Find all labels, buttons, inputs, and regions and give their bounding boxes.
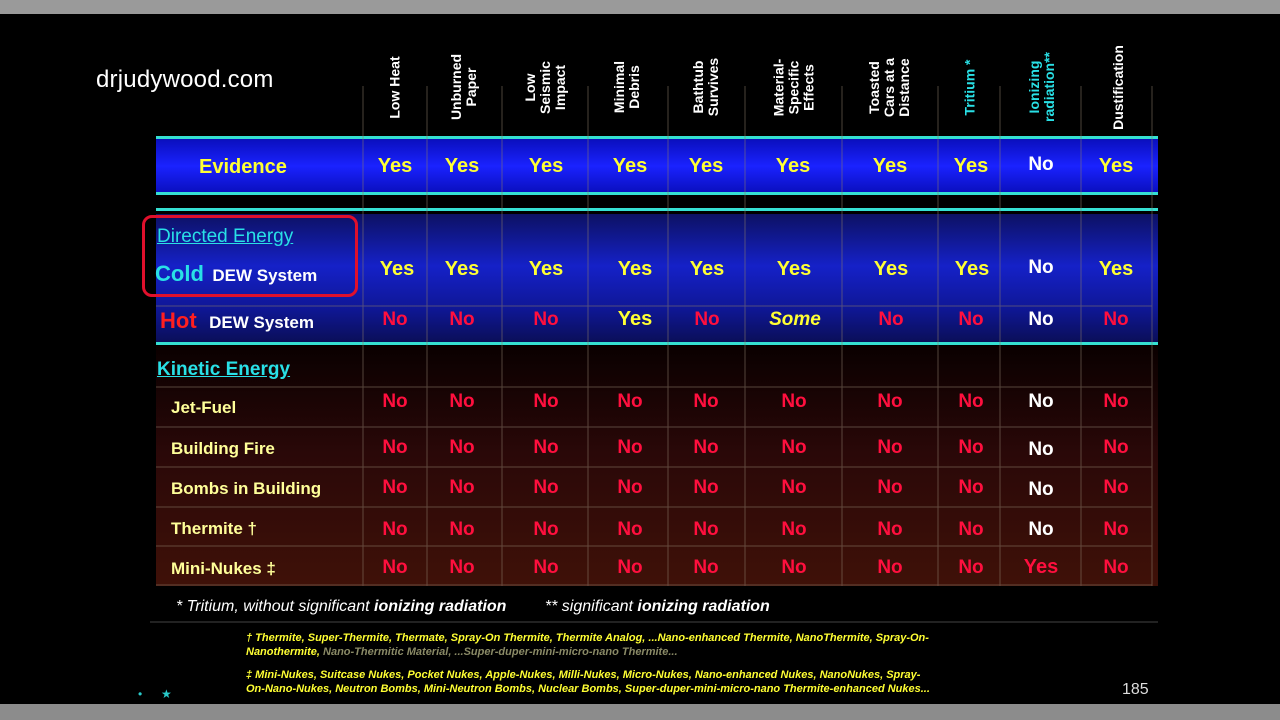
row-label: Mini-Nukes ‡ xyxy=(171,559,276,578)
hot-dew-cell: No xyxy=(958,309,984,330)
kinetic-cell: No xyxy=(617,391,643,412)
hot-dew-cell: No xyxy=(533,309,559,330)
rule-kinetic-top xyxy=(156,342,1158,345)
cold-dew-cell: Yes xyxy=(689,258,725,280)
kinetic-cell: No xyxy=(449,437,475,458)
kinetic-cell: No xyxy=(382,477,408,498)
row-label: Thermite † xyxy=(171,519,257,538)
cold-dew-cell: Yes xyxy=(776,258,812,280)
footnote-thermite-line-1: † Thermite, Super-Thermite, Thermate, Spray-On Thermite, Thermite Analog, ...Nano-enhanced Thermite, NanoThermite, Spray-On- xyxy=(246,632,929,644)
kinetic-cell: No xyxy=(877,391,903,412)
kinetic-cell: No xyxy=(533,519,559,540)
hot-dew-cell: Some xyxy=(769,309,821,330)
hot-dew-cell: No xyxy=(694,309,720,330)
column-header-toasted-cars xyxy=(848,32,932,142)
rule-evidence-bottom xyxy=(156,192,1158,195)
row-label-evidence: Evidence xyxy=(199,156,287,178)
cold-dew-cell: Yes xyxy=(954,258,990,280)
section-heading-kinetic-energy: Kinetic Energy xyxy=(157,359,291,380)
footnote-bold: ionizing radiation xyxy=(637,598,770,615)
column-header-minimal-debris xyxy=(585,32,669,142)
cold-dew-cell: No xyxy=(1028,257,1054,278)
evidence-cell: Yes xyxy=(612,155,648,177)
footnote-tritium-ionizing xyxy=(176,598,770,616)
kinetic-cell: No xyxy=(693,557,719,578)
kinetic-cell: No xyxy=(877,437,903,458)
column-header-label: Low Seismic Impact xyxy=(521,60,568,114)
star-icon: ★ xyxy=(161,687,172,701)
hot-dew-cell: Yes xyxy=(617,308,653,330)
row-label-hot-dew xyxy=(160,308,314,334)
kinetic-cell: No xyxy=(382,519,408,540)
kinetic-cell: No xyxy=(958,391,984,412)
kinetic-cell: No xyxy=(1103,557,1129,578)
bottom-frame-bar xyxy=(0,704,1280,720)
kinetic-cell: No xyxy=(382,557,408,578)
hot-dew-cell: No xyxy=(878,309,904,330)
hot-dew-cell: No xyxy=(382,309,408,330)
kinetic-cell: No xyxy=(1103,437,1129,458)
column-header-label: Tritium * xyxy=(961,58,978,116)
footnote-text-dim: Nano-Thermitic Material, ...Super-duper-mini-micro-nano Thermite... xyxy=(323,646,678,658)
row-label: Bombs in Building xyxy=(171,479,322,498)
kinetic-cell: No xyxy=(449,391,475,412)
kinetic-cell: No xyxy=(449,557,475,578)
kinetic-cell: No xyxy=(958,557,984,578)
slide xyxy=(0,14,1280,704)
kinetic-cell: No xyxy=(693,477,719,498)
footnote-text: ** significant xyxy=(544,598,638,615)
hot-dew-cell: No xyxy=(449,309,475,330)
evidence-cell: Yes xyxy=(1098,155,1134,177)
evidence-cell: Yes xyxy=(444,155,480,177)
footnote-thermite-line-2 xyxy=(246,645,678,659)
kinetic-cell: No xyxy=(449,477,475,498)
column-header-label: Low Heat xyxy=(386,55,403,119)
evidence-cell: Yes xyxy=(872,155,908,177)
column-header-label: Toasted Cars at a Distance xyxy=(866,57,913,117)
evidence-cell: No xyxy=(1028,154,1054,175)
cold-dew-cell: Yes xyxy=(444,258,480,280)
column-header-unburned-paper xyxy=(422,32,506,142)
column-header-low-seismic-impact xyxy=(503,32,587,142)
kinetic-cell: No xyxy=(1028,479,1054,500)
footnote-bold: ionizing radiation xyxy=(374,598,507,615)
column-header-label: Dustification xyxy=(1109,44,1126,130)
kinetic-cell: Yes xyxy=(1023,556,1059,578)
kinetic-cell: No xyxy=(877,557,903,578)
kinetic-cell: No xyxy=(449,519,475,540)
evidence-cell: Yes xyxy=(775,155,811,177)
kinetic-cell: No xyxy=(877,477,903,498)
kinetic-cell: No xyxy=(382,437,408,458)
footnote-nukes-line-2: On-Nano-Nukes, Neutron Bombs, Mini-Neutron Bombs, Nuclear Bombs, Super-duper-mini-micro-nano Thermite-enhanced Nukes... xyxy=(246,683,930,695)
kinetic-cell: No xyxy=(958,477,984,498)
cold-word: Cold xyxy=(155,261,204,286)
kinetic-cell: No xyxy=(533,477,559,498)
footnote-nukes-line-1: ‡ Mini-Nukes, Suitcase Nukes, Pocket Nukes, Apple-Nukes, Milli-Nukes, Micro-Nukes, Nano-enhanced Nukes, NanoNukes, Spray- xyxy=(246,669,921,681)
cold-dew-cell: Yes xyxy=(1098,258,1134,280)
kinetic-cell: No xyxy=(1028,439,1054,460)
column-header-label: Material- Specific Effects xyxy=(770,58,817,116)
column-header-label: Unburned Paper xyxy=(447,53,479,121)
kinetic-cell: No xyxy=(781,391,807,412)
dew-system-label: DEW System xyxy=(209,313,314,332)
kinetic-cell: No xyxy=(1103,391,1129,412)
kinetic-cell: No xyxy=(781,519,807,540)
top-frame-bar xyxy=(0,0,1280,14)
column-header-bathtub-survives xyxy=(664,32,748,142)
cold-dew-cell: Yes xyxy=(379,258,415,280)
kinetic-cell: No xyxy=(617,477,643,498)
hot-word: Hot xyxy=(160,308,197,333)
kinetic-cell: No xyxy=(781,477,807,498)
kinetic-cell: No xyxy=(693,519,719,540)
column-header-ionizing-radiation xyxy=(1000,32,1084,142)
column-header-label: Ionizing radiation** xyxy=(1025,51,1057,123)
kinetic-cell: No xyxy=(617,557,643,578)
kinetic-cell: No xyxy=(533,391,559,412)
kinetic-cell: No xyxy=(617,519,643,540)
evidence-cell: Yes xyxy=(953,155,989,177)
kinetic-cell: No xyxy=(877,519,903,540)
star-icon: • xyxy=(138,687,143,701)
cold-dew-cell: Yes xyxy=(873,258,909,280)
kinetic-cell: No xyxy=(382,391,408,412)
hot-dew-cell: No xyxy=(1103,309,1129,330)
kinetic-cell: No xyxy=(958,437,984,458)
cold-dew-cell: Yes xyxy=(528,258,564,280)
kinetic-cell: No xyxy=(693,437,719,458)
column-header-dustification xyxy=(1076,32,1160,142)
kinetic-cell: No xyxy=(1103,519,1129,540)
cold-dew-cell: Yes xyxy=(617,258,653,280)
column-header-label: Bathtub Survives xyxy=(690,57,721,117)
footnote-text: * Tritium, without significant xyxy=(176,598,374,615)
evidence-cell: Yes xyxy=(377,155,413,177)
kinetic-cell: No xyxy=(617,437,643,458)
page-number: 185 xyxy=(1122,681,1149,698)
hot-dew-cell: No xyxy=(1028,309,1054,330)
kinetic-cell: No xyxy=(1028,519,1054,540)
column-header-label: Minimal Debris xyxy=(611,60,642,114)
column-header-material-specific-effects xyxy=(752,32,836,142)
kinetic-cell: No xyxy=(693,391,719,412)
section-heading-directed-energy: Directed Energy xyxy=(157,226,294,247)
footnote-text: Nanothermite, xyxy=(246,646,324,658)
kinetic-cell: No xyxy=(958,519,984,540)
evidence-cell: Yes xyxy=(528,155,564,177)
row-label: Jet-Fuel xyxy=(171,398,237,417)
site-url: drjudywood.com xyxy=(96,66,274,93)
kinetic-cell: No xyxy=(781,437,807,458)
rule-dew-top xyxy=(156,208,1158,211)
kinetic-cell: No xyxy=(781,557,807,578)
kinetic-cell: No xyxy=(1103,477,1129,498)
kinetic-cell: No xyxy=(533,437,559,458)
kinetic-energy-band xyxy=(156,346,1158,586)
row-label-cold-dew xyxy=(155,261,317,287)
evidence-cell: Yes xyxy=(688,155,724,177)
kinetic-cell: No xyxy=(1028,391,1054,412)
row-label: Building Fire xyxy=(171,439,275,458)
dew-system-label: DEW System xyxy=(212,266,318,285)
kinetic-cell: No xyxy=(533,557,559,578)
